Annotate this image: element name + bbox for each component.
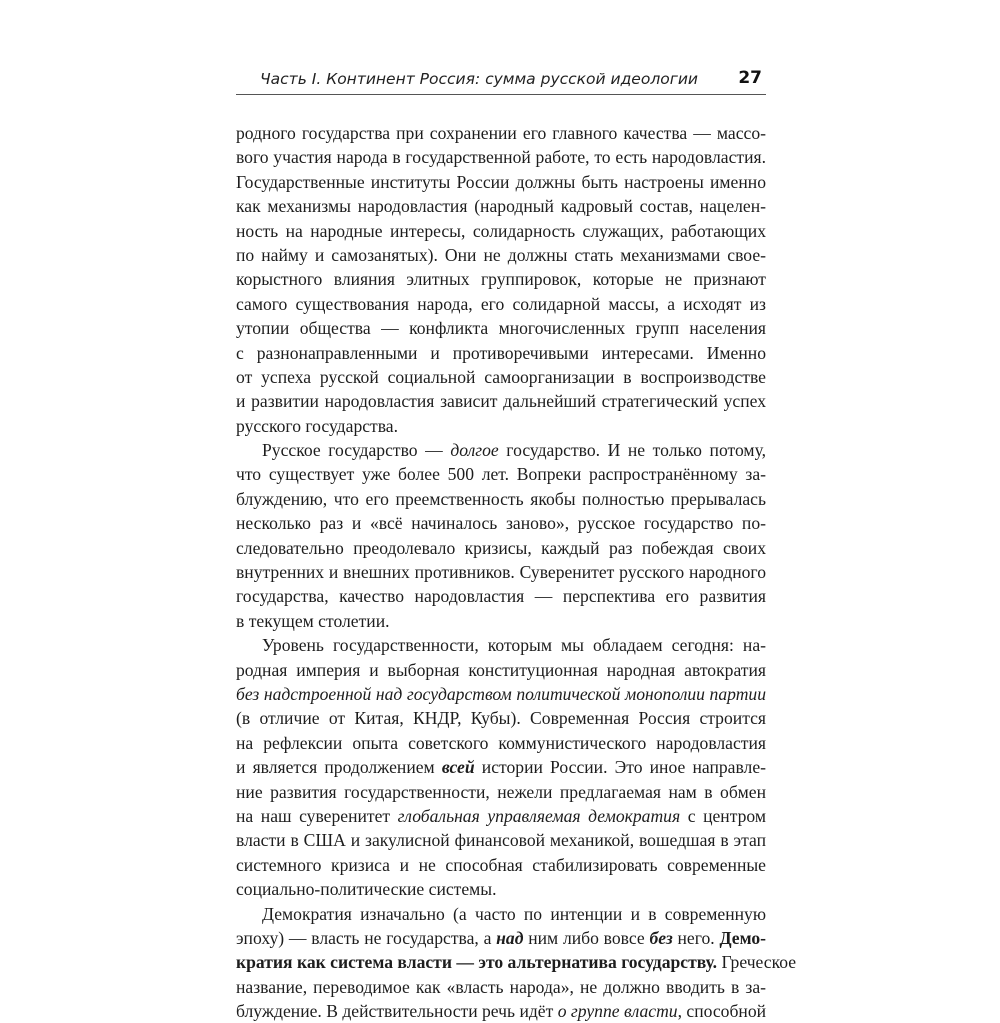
text-segment: него. (672, 927, 720, 948)
text-segment: и развитии народовластия зависит дальнейший стратегический успех (236, 391, 766, 412)
emphasis-text: без (649, 927, 673, 948)
text-segment: и является продолжением (236, 757, 442, 778)
text-line (236, 633, 766, 657)
text-segment: следовательно преодолевало кризисы, каждый раз побеждая своих (236, 537, 766, 558)
body-text (236, 121, 797, 1023)
text-segment: ность на народные интересы, солидарность служащих, работающих (236, 220, 766, 241)
emphasis-text: без надстроенной над государством политической монополии партии (236, 683, 766, 704)
text-segment: корыстного влияния элитных группировок, которые не признают (236, 269, 766, 290)
text-segment: на рефлексии опыта советского коммунистического народовластия (236, 732, 766, 753)
text-line (236, 194, 766, 218)
text-line (236, 780, 766, 804)
text-segment: , способной (677, 1001, 767, 1022)
text-line (236, 902, 766, 926)
text-line (236, 511, 766, 535)
text-segment: ние развития государственности, нежели предлагаемая нам в обмен (236, 781, 766, 802)
text-line (236, 950, 797, 974)
text-line (236, 487, 766, 511)
text-line (236, 462, 766, 486)
text-line (236, 145, 766, 169)
text-line (236, 341, 766, 365)
text-segment: вого участия народа в государственной работе, то есть народовластия. (236, 147, 766, 168)
text-line (236, 438, 766, 462)
text-segment: государство. И не только потому, (498, 440, 767, 461)
text-line (236, 877, 766, 901)
text-line (236, 414, 766, 438)
text-line (236, 584, 766, 608)
text-segment: в текущем столетии. (236, 610, 390, 631)
emphasis-text: долгое (450, 440, 499, 461)
text-segment: с разнонаправленными и противоречивыми интересами. Именно (236, 342, 766, 363)
text-segment: утопии общества — конфликта многочисленных групп населения (236, 318, 766, 339)
text-segment: русского государства. (236, 415, 399, 436)
text-line (236, 975, 766, 999)
text-line (236, 536, 766, 560)
text-segment: блуждению, что его преемственность якобы полностью прерывалась (236, 488, 766, 509)
emphasis-text: о группе власти (557, 1001, 678, 1022)
text-line (236, 999, 766, 1023)
text-line (236, 853, 766, 877)
text-line (236, 560, 766, 584)
text-line (236, 316, 766, 340)
text-segment: с центром (680, 805, 767, 826)
text-segment: эпоху) — власть не государства, а (236, 927, 497, 948)
header-title: Часть I. Континент Россия: сумма русской идеологии (260, 70, 698, 88)
text-segment: название, переводимое как «власть народа», не должно вводить в за- (236, 976, 766, 997)
text-segment: родная империя и выборная конституционная народная автократия (236, 659, 766, 680)
text-segment: внутренних и внешних противников. Суверенитет русского народного (236, 562, 766, 583)
text-segment: самого существования народа, его солидарной массы, а исходят из (236, 293, 766, 314)
text-segment: родного государства при сохранении его главного качества — массо- (236, 123, 766, 143)
text-segment: истории России. Это иное направле- (474, 757, 766, 778)
text-segment: (в отличие от Китая, КНДР, Кубы). Современная Россия строится (236, 708, 766, 729)
emphasis-text: Демо- (719, 927, 766, 948)
text-segment: по найму и самозанятых). Они не должны стать механизмами свое- (236, 244, 766, 265)
running-header (236, 68, 766, 95)
text-line (236, 926, 766, 950)
page-number: 27 (738, 68, 762, 88)
text-segment: как механизмы народовластия (народный кадровый состав, нацелен- (236, 196, 766, 217)
text-line (236, 731, 766, 755)
text-line (236, 682, 766, 706)
text-segment: системного кризиса и не способная стабилизировать современные (236, 854, 766, 875)
text-segment: Греческое (717, 952, 797, 973)
text-segment: Уровень государственности, которым мы обладаем сегодня: на- (262, 635, 766, 656)
text-line (236, 267, 766, 291)
text-segment: Русское государство — (262, 440, 451, 461)
text-segment: от успеха русской социальной самоорганизации в воспроизводстве (236, 366, 766, 387)
text-line (236, 389, 766, 413)
emphasis-text: глобальная управляемая демократия (397, 805, 681, 826)
text-line (236, 706, 766, 730)
text-segment: власти в США и закулисной финансовой механикой, вошедшая в этап (236, 830, 766, 851)
text-line (236, 609, 766, 633)
text-segment: Государственные институты России должны быть настроены именно (236, 171, 766, 192)
text-line (236, 121, 766, 145)
text-line (236, 170, 766, 194)
text-line (236, 292, 766, 316)
text-segment: на наш суверенитет (236, 805, 398, 826)
text-line (236, 658, 766, 682)
text-line (236, 243, 766, 267)
text-segment: Демократия изначально (а часто по интенции и в современную (262, 903, 766, 924)
text-segment: несколько раз и «всё начиналось заново», русское государство по- (236, 513, 766, 534)
text-segment: блуждение. В действительности речь идёт (236, 1001, 558, 1022)
text-line (236, 365, 766, 389)
text-line (236, 828, 766, 852)
text-line (236, 804, 766, 828)
text-line (236, 219, 766, 243)
text-segment: государства, качество народовластия — перспектива его развития (236, 586, 766, 607)
emphasis-text: всей (441, 757, 475, 778)
text-segment: социально-политические системы. (236, 879, 497, 900)
text-segment: ним либо вовсе (523, 927, 650, 948)
text-line (236, 755, 766, 779)
emphasis-text: над (496, 927, 524, 948)
text-segment: что существует уже более 500 лет. Вопреки распространённому за- (236, 464, 766, 485)
emphasis-text: кратия как система власти — это альтернатива государству. (236, 952, 718, 973)
